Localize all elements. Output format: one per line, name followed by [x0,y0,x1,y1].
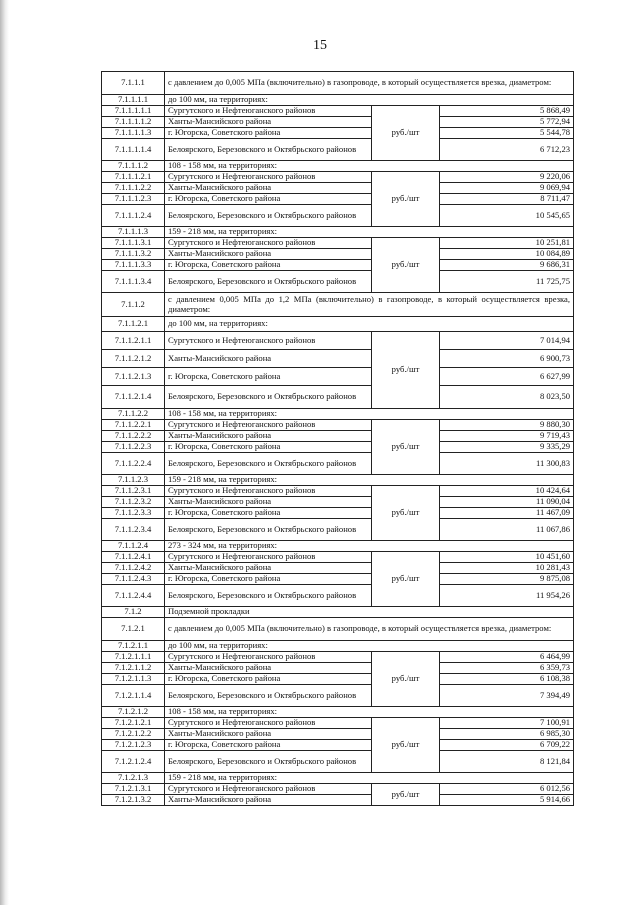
section-row [102,161,574,172]
row-code: 7.1.1.2.1.1 [102,332,165,350]
unit-cell: руб./шт [372,784,440,806]
unit-cell: руб./шт [372,106,440,161]
territory-name: г. Югорска, Советского района [165,260,372,271]
territory-name: Белоярского, Березовского и Октябрьского районов [165,139,372,161]
price-value: 7 394,49 [440,685,574,707]
scan-edge-shadow [0,0,9,905]
row-code: 7.1.2.1.3.2 [102,795,165,806]
price-value: 8 711,47 [440,194,574,205]
row-code: 7.1.1.2.2.1 [102,420,165,431]
tariff-table [101,71,574,806]
row-code: 7.1.1.1.1.2 [102,117,165,128]
tariff-table-body [102,72,574,806]
price-value: 6 464,99 [440,652,574,663]
row-code: 7.1.1.2.4.4 [102,585,165,607]
unit-cell: руб./шт [372,552,440,607]
table-row [102,453,574,475]
row-code: 7.1.1.1.3.1 [102,238,165,249]
price-value: 6 900,73 [440,350,574,368]
table-row [102,420,574,431]
territory-name: Сургутского и Нефтеюганского районов [165,172,372,183]
territory-name: Белоярского, Березовского и Октябрьского районов [165,205,372,227]
row-code: 7.1.2.1.2.2 [102,729,165,740]
unit-cell: руб./шт [372,718,440,773]
row-code: 7.1.1.1.1.3 [102,128,165,139]
territory-name: г. Югорска, Советского района [165,674,372,685]
row-code: 7.1.2.1.1.3 [102,674,165,685]
price-value: 9 335,29 [440,442,574,453]
row-code: 7.1.2.1.2.3 [102,740,165,751]
table-row [102,574,574,585]
table-row [102,194,574,205]
territory-name: Ханты-Мансийского района [165,117,372,128]
territory-name: Сургутского и Нефтеюганского районов [165,486,372,497]
section-title: 159 - 218 мм, на территориях: [165,227,574,238]
row-code: 7.1.2.1.1 [102,641,165,652]
row-code: 7.1.1.1 [102,72,165,95]
row-code: 7.1.1.2.1 [102,317,165,332]
section-title: 108 - 158 мм, на территориях: [165,409,574,420]
price-value: 6 627,99 [440,368,574,386]
territory-name: г. Югорска, Советского района [165,128,372,139]
row-code: 7.1.1.2.2.2 [102,431,165,442]
price-value: 9 686,31 [440,260,574,271]
row-code: 7.1.1.2.3 [102,475,165,486]
table-row [102,332,574,350]
territory-name: Ханты-Мансийского района [165,350,372,368]
price-value: 9 880,30 [440,420,574,431]
price-value: 5 544,78 [440,128,574,139]
territory-name: Ханты-Мансийского района [165,663,372,674]
table-row [102,249,574,260]
row-code: 7.1.2.1.2.1 [102,718,165,729]
price-value: 6 108,38 [440,674,574,685]
table-row [102,585,574,607]
row-code: 7.1.2.1.1.2 [102,663,165,674]
row-code: 7.1.2.1.3 [102,773,165,784]
territory-name: Сургутского и Нефтеюганского районов [165,106,372,117]
row-code: 7.1.1.1.3.4 [102,271,165,293]
table-row [102,128,574,139]
unit-cell: руб./шт [372,172,440,227]
territory-name: Белоярского, Березовского и Октябрьского районов [165,519,372,541]
section-title: 108 - 158 мм, на территориях: [165,707,574,718]
table-row [102,386,574,409]
row-code: 7.1.1.2.2.4 [102,453,165,475]
price-value: 10 251,81 [440,238,574,249]
table-row [102,260,574,271]
row-code: 7.1.1.1.3.3 [102,260,165,271]
table-row [102,740,574,751]
row-code: 7.1.1.1.1.4 [102,139,165,161]
territory-name: Сургутского и Нефтеюганского районов [165,718,372,729]
table-row [102,784,574,795]
price-value: 7 100,91 [440,718,574,729]
table-row [102,117,574,128]
row-code: 7.1.1.1.2.3 [102,194,165,205]
price-value: 11 090,04 [440,497,574,508]
table-row [102,718,574,729]
table-row [102,563,574,574]
table-row [102,552,574,563]
price-value: 8 121,84 [440,751,574,773]
unit-cell: руб./шт [372,332,440,409]
table-row [102,368,574,386]
table-row [102,519,574,541]
table-row [102,663,574,674]
unit-cell: руб./шт [372,238,440,293]
price-value: 11 954,26 [440,585,574,607]
territory-name: Белоярского, Березовского и Октябрьского районов [165,386,372,409]
section-row [102,641,574,652]
table-row [102,238,574,249]
price-value: 6 012,56 [440,784,574,795]
territory-name: Белоярского, Березовского и Октябрьского районов [165,271,372,293]
price-value: 5 772,94 [440,117,574,128]
row-code: 7.1.1.2.4.3 [102,574,165,585]
table-row [102,795,574,806]
row-code: 7.1.1.2 [102,293,165,317]
price-value: 11 300,83 [440,453,574,475]
territory-name: г. Югорска, Советского района [165,368,372,386]
territory-name: г. Югорска, Советского района [165,508,372,519]
section-title: с давлением 0,005 МПа до 1,2 МПа (включительно) в газопроводе, в который осуществляется врезка, диаметром: [165,293,574,317]
price-value: 7 014,94 [440,332,574,350]
price-value: 8 023,50 [440,386,574,409]
section-row [102,618,574,641]
section-row [102,541,574,552]
table-row [102,729,574,740]
row-code: 7.1.1.2.3.1 [102,486,165,497]
territory-name: Ханты-Мансийского района [165,729,372,740]
price-value: 5 868,49 [440,106,574,117]
section-row [102,409,574,420]
row-code: 7.1.1.1.2 [102,161,165,172]
section-title: с давлением до 0,005 МПа (включительно) в газопроводе, в который осуществляется врезка, диаметром: [165,72,574,95]
row-code: 7.1.2.1.3.1 [102,784,165,795]
row-code: 7.1.1.1.1.1 [102,106,165,117]
unit-cell: руб./шт [372,486,440,541]
unit-cell: руб./шт [372,420,440,475]
table-row [102,271,574,293]
row-code: 7.1.1.2.1.3 [102,368,165,386]
table-row [102,106,574,117]
section-title: 273 - 324 мм, на территориях: [165,541,574,552]
table-row [102,442,574,453]
territory-name: Ханты-Мансийского района [165,249,372,260]
price-value: 9 719,43 [440,431,574,442]
price-value: 5 914,66 [440,795,574,806]
price-value: 11 067,86 [440,519,574,541]
section-row [102,317,574,332]
territory-name: Ханты-Мансийского района [165,795,372,806]
table-row [102,431,574,442]
row-code: 7.1.1.1.2.2 [102,183,165,194]
section-title: Подземной прокладки [165,607,574,618]
section-title: с давлением до 0,005 МПа (включительно) в газопроводе, в который осуществляется врезка, диаметром: [165,618,574,641]
section-title: до 100 мм, на территориях: [165,95,574,106]
table-row [102,685,574,707]
table-row [102,139,574,161]
page-number: 15 [313,38,327,53]
row-code: 7.1.1.1.2.1 [102,172,165,183]
section-row [102,773,574,784]
price-value: 10 281,43 [440,563,574,574]
section-row [102,227,574,238]
price-value: 6 359,73 [440,663,574,674]
row-code: 7.1.1.2.1.2 [102,350,165,368]
row-code: 7.1.1.2.2 [102,409,165,420]
unit-cell: руб./шт [372,652,440,707]
row-code: 7.1.1.1.3.2 [102,249,165,260]
section-title: до 100 мм, на территориях: [165,317,574,332]
section-row [102,607,574,618]
territory-name: г. Югорска, Советского района [165,740,372,751]
territory-name: Сургутского и Нефтеюганского районов [165,332,372,350]
price-value: 9 069,94 [440,183,574,194]
row-code: 7.1.1.2.4.1 [102,552,165,563]
territory-name: г. Югорска, Советского района [165,574,372,585]
territory-name: Сургутского и Нефтеюганского районов [165,552,372,563]
row-code: 7.1.2.1.1.1 [102,652,165,663]
price-value: 11 725,75 [440,271,574,293]
section-title: до 100 мм, на территориях: [165,641,574,652]
territory-name: Ханты-Мансийского района [165,431,372,442]
table-row [102,350,574,368]
table-row [102,751,574,773]
section-title: 159 - 218 мм, на территориях: [165,773,574,784]
price-value: 6 985,30 [440,729,574,740]
table-row [102,497,574,508]
table-row [102,674,574,685]
territory-name: Ханты-Мансийского района [165,563,372,574]
section-row [102,72,574,95]
row-code: 7.1.1.2.3.2 [102,497,165,508]
row-code: 7.1.2.1 [102,618,165,641]
section-row [102,707,574,718]
row-code: 7.1.1.2.3.4 [102,519,165,541]
price-value: 11 467,09 [440,508,574,519]
territory-name: г. Югорска, Советского района [165,442,372,453]
table-row [102,205,574,227]
row-code: 7.1.2 [102,607,165,618]
price-value: 10 451,60 [440,552,574,563]
territory-name: Белоярского, Березовского и Октябрьского районов [165,453,372,475]
section-title: 159 - 218 мм, на территориях: [165,475,574,486]
price-value: 10 084,89 [440,249,574,260]
row-code: 7.1.1.2.4.2 [102,563,165,574]
territory-name: Сургутского и Нефтеюганского районов [165,784,372,795]
row-code: 7.1.1.2.1.4 [102,386,165,409]
price-value: 6 709,22 [440,740,574,751]
territory-name: Ханты-Мансийского района [165,497,372,508]
row-code: 7.1.2.1.2 [102,707,165,718]
price-value: 9 220,06 [440,172,574,183]
row-code: 7.1.1.1.2.4 [102,205,165,227]
territory-name: Белоярского, Березовского и Октябрьского районов [165,685,372,707]
table-row [102,486,574,497]
row-code: 7.1.1.1.1 [102,95,165,106]
territory-name: Сургутского и Нефтеюганского районов [165,652,372,663]
row-code: 7.1.1.2.3.3 [102,508,165,519]
table-row [102,172,574,183]
row-code: 7.1.2.1.2.4 [102,751,165,773]
price-value: 10 424,64 [440,486,574,497]
territory-name: г. Югорска, Советского района [165,194,372,205]
section-row [102,95,574,106]
section-row [102,475,574,486]
row-code: 7.1.1.1.3 [102,227,165,238]
territory-name: Ханты-Мансийского района [165,183,372,194]
price-value: 10 545,65 [440,205,574,227]
row-code: 7.1.1.2.2.3 [102,442,165,453]
table-row [102,508,574,519]
territory-name: Белоярского, Березовского и Октябрьского районов [165,585,372,607]
price-value: 6 712,23 [440,139,574,161]
territory-name: Белоярского, Березовского и Октябрьского районов [165,751,372,773]
territory-name: Сургутского и Нефтеюганского районов [165,420,372,431]
table-row [102,652,574,663]
table-row [102,183,574,194]
territory-name: Сургутского и Нефтеюганского районов [165,238,372,249]
section-title: 108 - 158 мм, на территориях: [165,161,574,172]
section-row [102,293,574,317]
row-code: 7.1.1.2.4 [102,541,165,552]
price-value: 9 875,08 [440,574,574,585]
row-code: 7.1.2.1.1.4 [102,685,165,707]
